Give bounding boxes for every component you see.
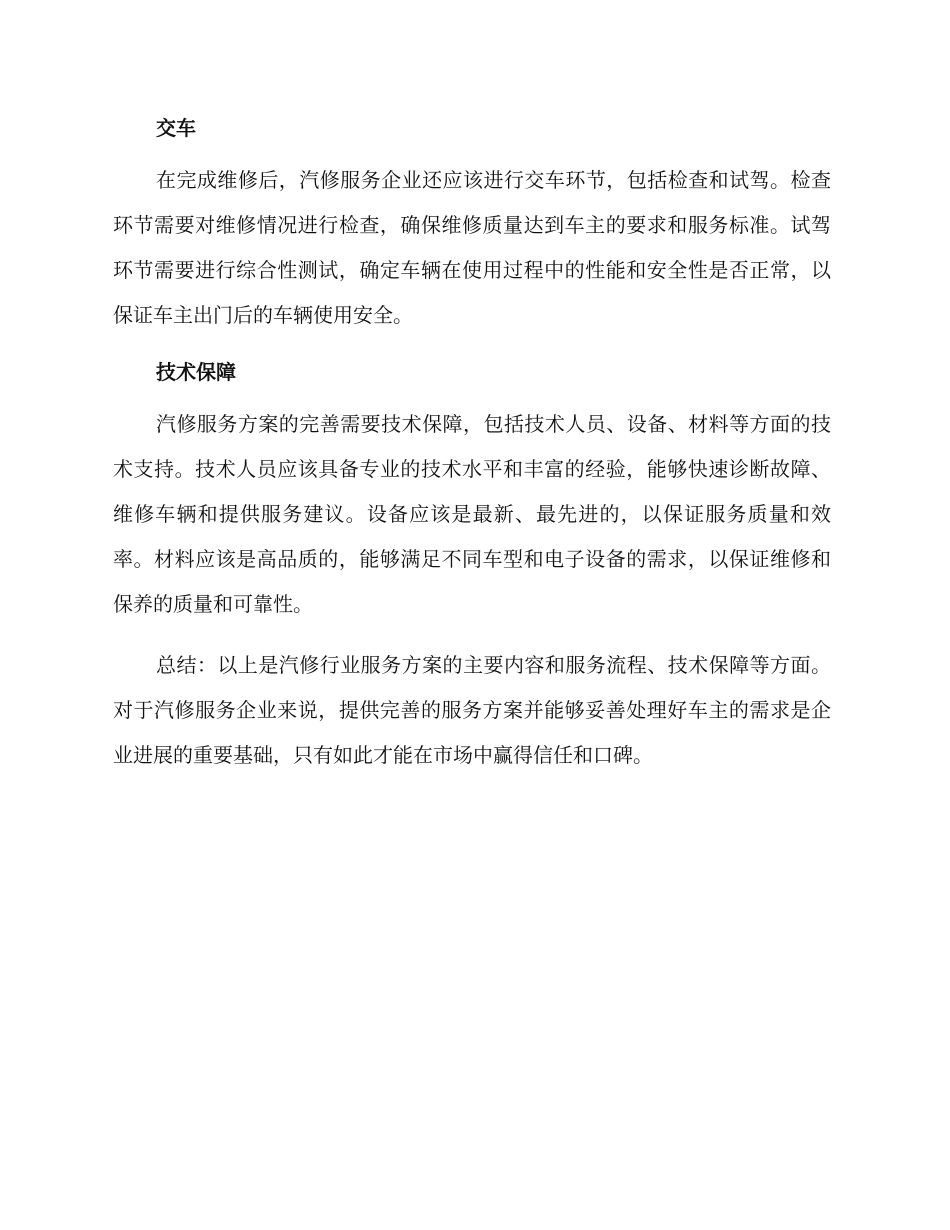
paragraph-summary: 总结：以上是汽修行业服务方案的主要内容和服务流程、技术保障等方面。对于汽修服务企业来说，提供完善的服务方案并能够妥善处理好车主的需求是企业进展的重要基础，只有如此才能在市场中赢得信任和口碑。 (113, 653, 831, 767)
document-page (113, 110, 831, 794)
paragraph-delivery: 在完成维修后，汽修服务企业还应该进行交车环节，包括检查和试驾。检查环节需要对维修情况进行检查，确保维修质量达到车主的要求和服务标准。试驾环节需要进行综合性测试，确定车辆在使用过程中的性能和安全性是否正常，以保证车主出门后的车辆使用安全。 (113, 168, 831, 327)
paragraph-tech-support: 汽修服务方案的完善需要技术保障，包括技术人员、设备、材料等方面的技术支持。技术人员应该具备专业的技术水平和丰富的经验，能够快速诊断故障、维修车辆和提供服务建议。设备应该是最新、最先进的，以保证服务质量和效率。材料应该是高品质的，能够满足不同车型和电子设备的需求，以保证维修和保养的质量和可靠性。 (113, 412, 831, 616)
section-heading-tech-support: 技术保障 (156, 360, 236, 384)
section-heading-delivery: 交车 (156, 116, 196, 140)
